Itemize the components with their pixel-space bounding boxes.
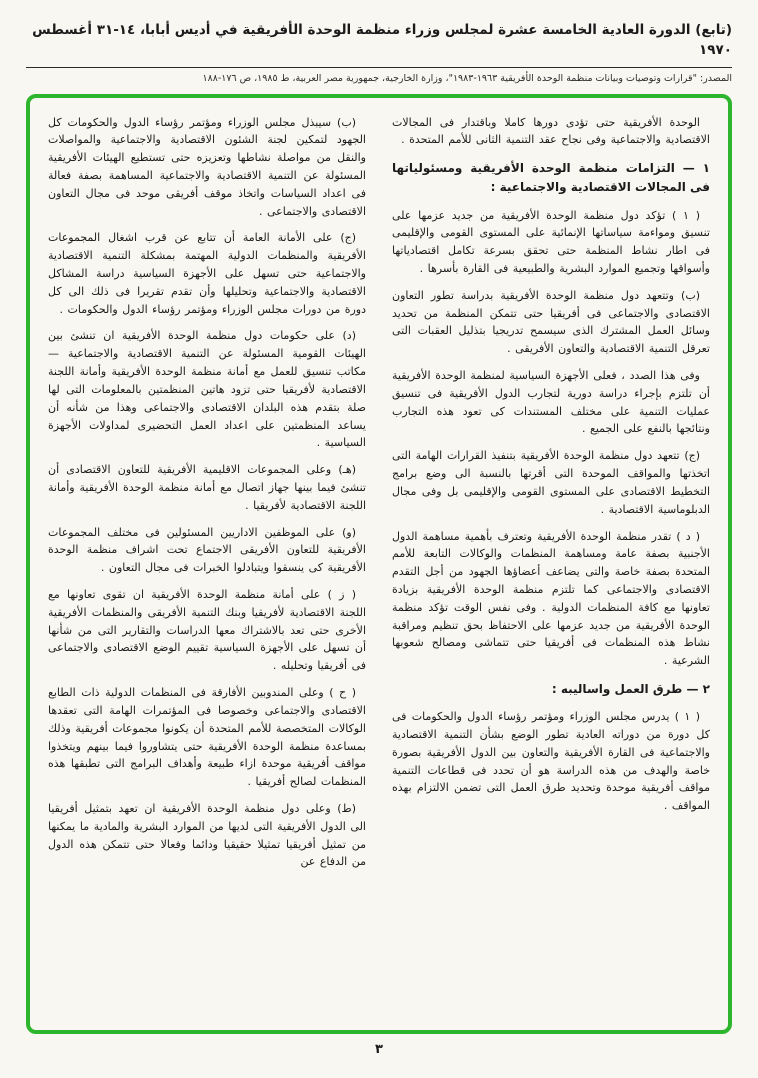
section-heading: ٢ — طرق العمل واساليبه :: [551, 682, 710, 696]
right-column: [392, 114, 710, 881]
body-paragraph: (ب) وتتعهد دول منظمة الوحدة الأفريقية بدراسة تطور التعاون الاقتصادى والاجتماعى فى أفريقيا حتى تتمكن المنظمة من تحديد وسائل العمل المشترك الذى سيسمح تدريجيا بتذليل العقبات التى تعرقل التنمية الاقتصادية والتعاون الأفريقى .: [392, 288, 710, 356]
body-paragraph: ( ١ ) تؤكد دول منظمة الوحدة الأفريقية من جديد عزمها على تنسيق ومواءمة سياساتها الإنمائية على المستوى القومى والإقليمى فى اطار نشاط المنظمة حتى تحقق بسرعة تكامل اقتصادياتها وأسواقها وتجميع الموارد البشرية والطبيعية فى القارة بأسرها .: [392, 208, 710, 275]
content-box: [26, 94, 732, 1034]
body-paragraph: الوحدة الأفريقية حتى تؤدى دورها كاملا وباقتدار فى المجالات الاقتصادية والاجتماعية وفى نجاح عقد التنمية الثانى للأمم المتحدة .: [392, 115, 710, 147]
body-paragraph: وفى هذا الصدد ، فعلى الأجهزة السياسية لمنظمة الوحدة الأفريقية أن تلتزم بإجراء دراسة دورية لتجارب الدول الأفريقية فى تنسيق عمليات التنمية على مختلف المستندات كى تعود هذه التجارب ونتائجها بالنفع على الجميع .: [392, 369, 710, 436]
left-column: [48, 114, 366, 881]
body-paragraph: ( ز ) على أمانة منظمة الوحدة الأفريقية ان تقوى تعاونها مع اللجنة الاقتصادية لأفريقيا وبنك التنمية الأفريقى والمنظمات الأفريقية الأخرى حتى تعد بالاشتراك معها الدراسات والتقارير التى من شأنها أن تسهل على الأجهزة السياسية تقييم الوضع الاقتصادى والاجتماعى فى أفريقيا وتحليله .: [48, 588, 366, 673]
section-heading: ١ — التزامات منظمة الوحدة الأفريقية ومسئولياتها فى المجالات الاقتصادية والاجتماعية :: [392, 161, 710, 195]
body-paragraph: (ب) سيبذل مجلس الوزراء ومؤتمر رؤساء الدول والحكومات كل الجهود لتمكين لجنة الشئون الاقتصادية والاجتماعية والمواصلات والنقل من مواصلة نشاطها وتعزيزه حتى تستطيع الهيئات الأفريقية المسئولة عن التنمية الاقتصادية والاجتماعية المساهمة بصفة فعالة فى اعداد السياسات واتخاذ موقف أفريقى موحد فى مجال التعاون الاقتصادى والاجتماعى .: [48, 115, 366, 218]
body-paragraph: (ج) تتعهد دول منظمة الوحدة الأفريقية بتنفيذ القرارات الهامة التى اتخذتها والمواقف الموحدة التى أقرتها بالنسبة الى وضع برامج التخطيط الاقتصادى على المستوى القومى والإقليمى بل وفى مجال الدبلوماسية الاقتصادية .: [392, 449, 710, 516]
page-number: ٣: [375, 1041, 383, 1057]
body-paragraph: (و) على الموظفين الاداريين المسئولين فى مختلف المجموعات الأفريقية للتعاون الأفريقى الاجتماع تحت اشراف منظمة الوحدة الأفريقية كى ينسقوا ويتبادلوا الخبرات فى مجال التعاون .: [48, 525, 366, 575]
page-header: (تابع) الدورة العادية الخامسة عشرة لمجلس وزراء منظمة الوحدة الأفريقية في أديس أبابا، ١٤-٣١ أغسطس ١٩٧٠: [32, 22, 732, 59]
header-rule: [26, 67, 732, 68]
body-paragraph: (هـ) وعلى المجموعات الاقليمية الأفريقية للتعاون الاقتصادى أن تنشئ فيما بينها جهاز اتصال مع أمانة منظمة الوحدة الأفريقية وأمانة اللجنة الاقتصادية لأفريقيا .: [48, 463, 366, 512]
body-paragraph: ( ح ) وعلى المندوبين الأفارقة فى المنظمات الدولية ذات الطابع الاقتصادى والاجتماعى وخصوصا فى المؤتمرات الهامة التى تعقدها الوكالات المتخصصة للأمم المتحدة أن يكونوا مجموعات أفريقية وذلك بمساعدة منظمة الوحدة الأفريقية حتى يتشاوروا فيما بينهم ويتخذوا مواقف أفريقية موحدة ازاء طبيعة وأهداف البرامج التى تطبقها هذه المنظمات لصالح أفريقيا .: [48, 686, 366, 789]
source-line: المصدر: "قرارات وتوصيات وبيانات منظمة الوحدة الأفريقية ١٩٦٣-١٩٨٣"، وزارة الخارجية، جمهورية مصر العربية، ط ١٩٨٥، ص ١٧٦-١٨٨: [202, 72, 732, 84]
body-paragraph: (ط) وعلى دول منظمة الوحدة الأفريقية ان تعهد بتمثيل أفريقيا الى الدول الأفريقية التى لديها من الموارد البشرية والمادية ما يمكنها من تمثيل أفريقيا تمثيلا حقيقيا ودائما وفعالا حتى تتمكن هذه الدول من الدفاع عن: [48, 801, 366, 869]
body-paragraph: (د) على حكومات دول منظمة الوحدة الأفريقية ان تنشئ بين الهيئات القومية المسئولة عن التنمية الاقتصادية والاجتماعية — مكاتب تنسيق للعمل مع أمانة منظمة الوحدة الأفريقية وأمانة اللجنة الاقتصادية لأفريقيا حتى تزود هاتين المنظمتين بالمعلومات التى لها صلة بتقدم هذه البلدان الاقتصادى والاجتماعى وهذا من شأنه أن يساعد المنظمتين على اعداد العمل التحضيرى لمداولات الأجهزة السياسية .: [48, 329, 366, 450]
body-paragraph: ( ١ ) يدرس مجلس الوزراء ومؤتمر رؤساء الدول والحكومات فى كل دورة من دوراته العادية تطور الوضع بشأن التنمية الاقتصادية والاجتماعية فى القارة الأفريقية والتعاون بين الدول الأفريقية بصورة خاصة والهدف من هذه الدراسة هو أن تحدد فى قطاعات التنمية مواقف أفريقية موحدة وتحديد طرق العمل التى تضمن الالتزام بهذه المواقف .: [392, 710, 710, 813]
two-column-layout: [48, 114, 710, 881]
body-paragraph: (ج) على الأمانة العامة أن تتابع عن قرب اشغال المجموعات الأفريقية والمنظمات الدولية المهتمة بمشكلة التنمية الاقتصادية والاجتماعية حتى تسهل على الأجهزة السياسية دراسة المشاكل الاقتصادية والاجتماعية وتحليلها وأن تقدم تقريرا فى ذلك الى كل دورة من دورات مجلس الوزراء ومؤتمر رؤساء الدول والحكومات .: [48, 231, 366, 316]
body-paragraph: ( د ) تقدر منظمة الوحدة الأفريقية وتعترف بأهمية مساهمة الدول الأجنبية بصفة عامة ومساهمة المنظمات والوكالات التابعة للأمم المتحدة بصفة خاصة والتى يضاعف أعضاؤها الجهود من أجل التقدم الاقتصادى والاجتماعى كما تلتزم منظمة الوحدة الأفريقية بزيادة تعاونها مع كافة المنظمات الدولية . وفى نفس الوقت تؤكد منظمة الوحدة الأفريقية من جديد عزمها على الاحتفاظ بحق تنظيم ومراقبة نشاط هذه المنظمات فى أفريقيا حتى تتماشى ومصالح شعوبها الشرعية .: [392, 529, 710, 668]
